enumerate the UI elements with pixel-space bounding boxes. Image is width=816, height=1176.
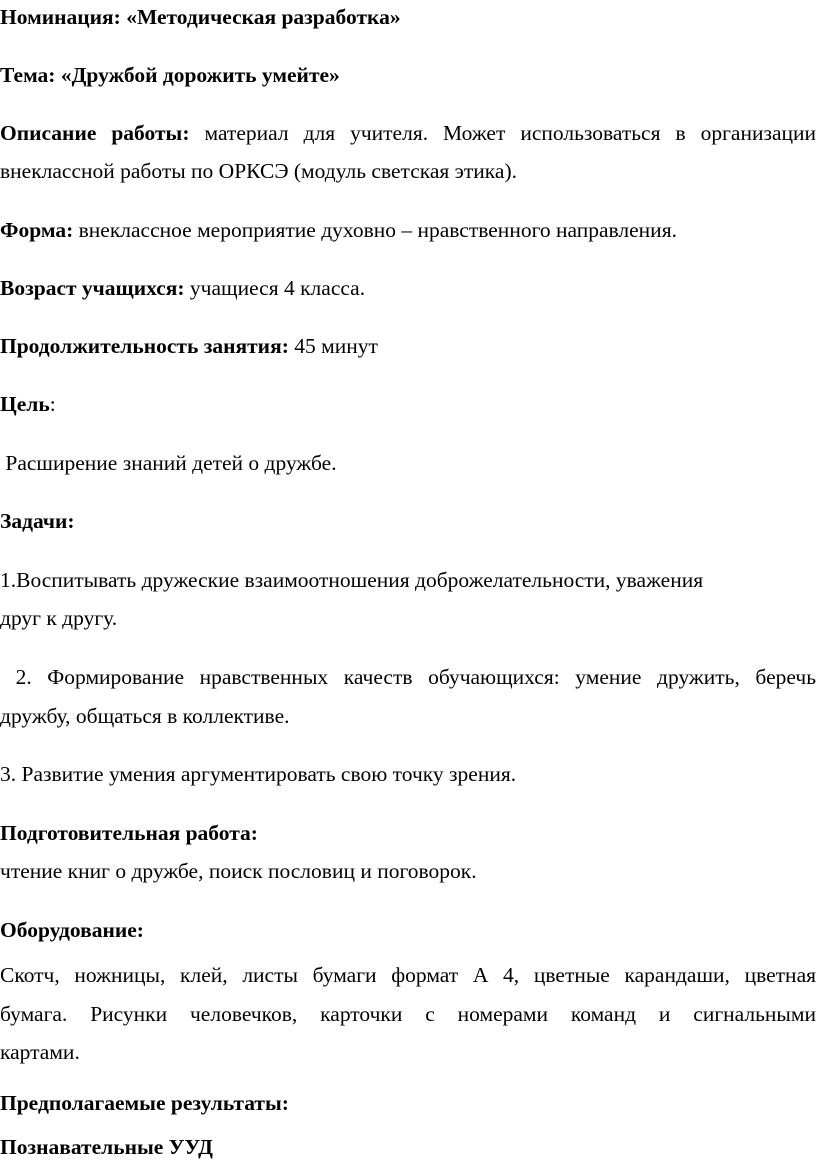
task-1-line-1: 1.Воспитывать дружеские взаимоотношения доброжелательности, уважения bbox=[0, 568, 704, 592]
topic-line bbox=[0, 62, 340, 88]
equipment-line-2: бумага. Рисунки человечков, карточки с номерами команд и сигнальными bbox=[0, 1002, 816, 1026]
goal-heading bbox=[0, 391, 56, 417]
equipment-heading: Оборудование: bbox=[0, 918, 144, 942]
task-1-line-2: друг к другу. bbox=[0, 606, 118, 630]
results-heading: Предполагаемые результаты: bbox=[0, 1091, 289, 1115]
duration-line bbox=[0, 333, 378, 359]
goal-text: Расширение знаний детей о дружбе. bbox=[0, 451, 337, 475]
cognitive-heading: Познавательные УУД bbox=[0, 1135, 213, 1159]
description-text-2: внеклассной работы по ОРКСЭ (модуль светская этика). bbox=[0, 159, 517, 183]
task-2-line-2: дружбу, общаться в коллективе. bbox=[0, 704, 290, 728]
age-value: учащиеся 4 класса. bbox=[189, 276, 366, 300]
prep-heading: Подготовительная работа: bbox=[0, 821, 258, 845]
form-value: внеклассное мероприятие духовно – нравственного направления. bbox=[78, 218, 677, 242]
nomination-value: «Методическая разработка» bbox=[126, 5, 401, 29]
goal-label: Цель bbox=[0, 392, 50, 416]
topic-value: «Дружбой дорожить умейте» bbox=[60, 63, 340, 87]
nomination-label: Номинация: bbox=[0, 5, 121, 29]
goal-colon: : bbox=[49, 392, 56, 416]
description-text-1: материал для учителя. Может использоваться в организации bbox=[204, 121, 816, 145]
task-3-line: 3. Развитие умения аргументировать свою точку зрения. bbox=[0, 762, 517, 786]
age-line bbox=[0, 275, 365, 301]
equipment-line-3: картами. bbox=[0, 1040, 80, 1064]
prep-text: чтение книг о дружбе, поиск пословиц и поговорок. bbox=[0, 859, 477, 883]
duration-label: Продолжительность занятия: bbox=[0, 334, 289, 358]
equipment-line-1: Скотч, ножницы, клей, листы бумаги формат А 4, цветные карандаши, цветная bbox=[0, 963, 816, 987]
topic-label: Тема: bbox=[0, 63, 56, 87]
form-label: Форма: bbox=[0, 218, 74, 242]
description-label: Описание работы: bbox=[0, 121, 190, 145]
description-line-2 bbox=[0, 158, 517, 184]
tasks-heading: Задачи: bbox=[0, 509, 75, 533]
task-2-line-1: 2. Формирование нравственных качеств обучающихся: умение дружить, беречь bbox=[0, 665, 816, 689]
age-label: Возраст учащихся: bbox=[0, 276, 185, 300]
form-line bbox=[0, 217, 677, 243]
duration-value: 45 минут bbox=[294, 334, 378, 358]
description-line-1 bbox=[0, 120, 816, 146]
nomination-line bbox=[0, 4, 401, 30]
